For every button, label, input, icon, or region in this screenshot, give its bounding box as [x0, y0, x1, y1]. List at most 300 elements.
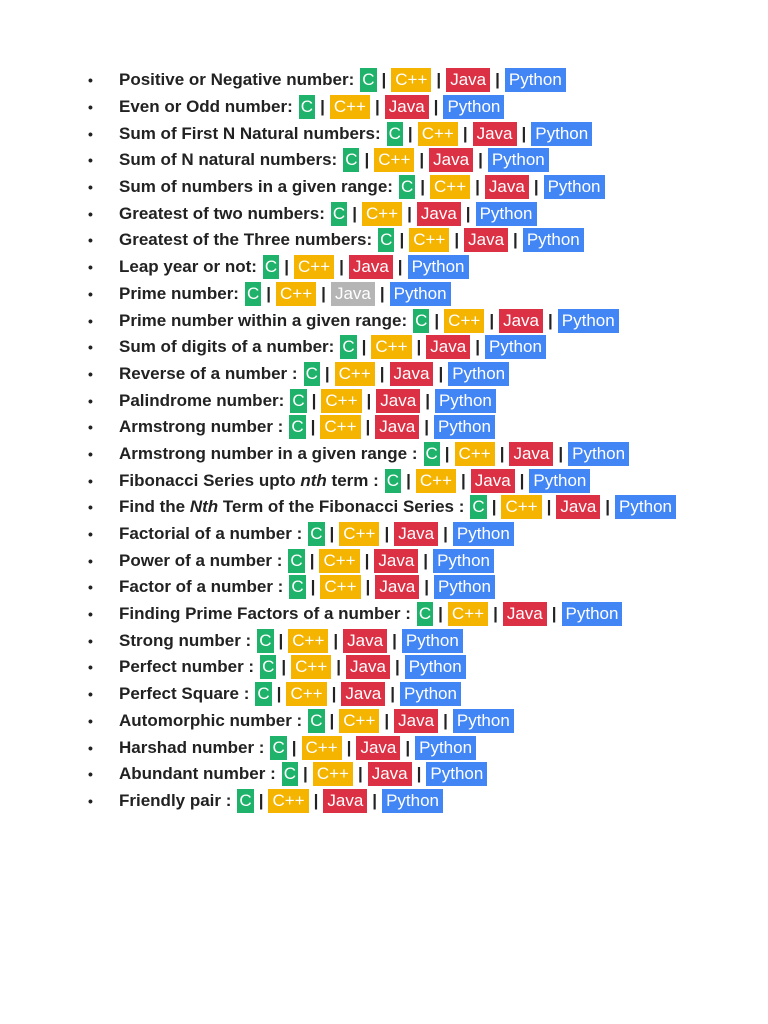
separator: |: [424, 577, 429, 597]
cpp-link[interactable]: C++: [501, 495, 541, 519]
separator: |: [420, 177, 425, 197]
program-title-part: Automorphic number :: [119, 710, 303, 730]
list-item: [88, 94, 676, 121]
program-title-part: Sum of numbers in a given range:: [119, 177, 393, 197]
bullet-icon: •: [88, 205, 93, 222]
java-link[interactable]: Java: [426, 335, 470, 359]
python-link[interactable]: Python: [453, 522, 514, 546]
list-item: [88, 627, 676, 654]
program-title: [119, 444, 418, 464]
program-title: [119, 177, 393, 197]
program-title: [119, 551, 282, 571]
java-link[interactable]: Java: [485, 175, 529, 199]
separator: |: [521, 123, 527, 143]
program-title-part: Term of the Fibonacci Series :: [218, 497, 465, 517]
program-title-part: Positive or Negative number:: [119, 70, 355, 90]
list-item: [88, 147, 676, 174]
separator: |: [339, 257, 344, 277]
python-link[interactable]: Python: [400, 682, 461, 706]
separator: |: [444, 443, 450, 463]
program-title-part: Sum of First N Natural numbers:: [119, 123, 381, 143]
python-link[interactable]: Python: [408, 255, 469, 279]
separator: |: [493, 604, 498, 624]
separator: |: [309, 550, 315, 570]
bullet-icon: •: [88, 179, 93, 196]
c-link[interactable]: C: [282, 762, 298, 786]
c-link[interactable]: C: [290, 389, 306, 413]
separator: |: [320, 97, 325, 117]
java-link[interactable]: Java: [346, 655, 390, 679]
separator: |: [361, 337, 367, 357]
separator: |: [331, 684, 337, 704]
bullet-icon: •: [88, 259, 93, 276]
separator: |: [364, 550, 370, 570]
cpp-link[interactable]: C++: [339, 522, 379, 546]
separator: |: [489, 310, 495, 330]
python-link[interactable]: Python: [426, 762, 487, 786]
java-link[interactable]: Java: [464, 228, 508, 252]
program-title: [119, 791, 231, 811]
separator: |: [425, 390, 430, 410]
program-title-part: Greatest of the Three numbers:: [119, 230, 373, 250]
program-title-part: Leap year or not:: [119, 257, 257, 277]
java-link[interactable]: Java: [509, 442, 553, 466]
program-title-part: Sum of digits of a number:: [119, 337, 335, 357]
c-link[interactable]: C: [289, 575, 305, 599]
separator: |: [333, 630, 339, 650]
separator: |: [357, 764, 363, 784]
program-title: [119, 497, 464, 517]
program-title: [119, 684, 249, 704]
java-link[interactable]: Java: [374, 549, 418, 573]
java-link[interactable]: Java: [368, 762, 412, 786]
c-link[interactable]: C: [378, 228, 394, 252]
python-link[interactable]: Python: [488, 148, 549, 172]
cpp-link[interactable]: C++: [288, 629, 328, 653]
cpp-link[interactable]: C++: [339, 709, 379, 733]
c-link[interactable]: C: [270, 736, 286, 760]
java-link[interactable]: Java: [503, 602, 547, 626]
list-item: [88, 387, 676, 414]
program-title-part: Armstrong number :: [119, 417, 284, 437]
bullet-icon: •: [88, 419, 93, 436]
program-title: [119, 364, 298, 384]
cpp-link[interactable]: C++: [320, 415, 360, 439]
cpp-link[interactable]: C++: [448, 602, 488, 626]
bullet-icon: •: [88, 152, 93, 169]
separator: |: [365, 577, 371, 597]
cpp-link[interactable]: C++: [276, 282, 316, 306]
list-item: [88, 734, 676, 761]
c-link[interactable]: C: [340, 335, 356, 359]
program-title: [119, 150, 337, 170]
separator: |: [329, 710, 335, 730]
c-link[interactable]: C: [331, 202, 347, 226]
c-link[interactable]: C: [470, 495, 486, 519]
java-link[interactable]: Java: [390, 362, 434, 386]
program-title-part: term :: [326, 470, 379, 490]
program-title: [119, 124, 381, 144]
bullet-icon: •: [88, 312, 93, 329]
python-link[interactable]: Python: [558, 309, 619, 333]
list-item: [88, 200, 676, 227]
list-item: [88, 441, 676, 468]
list-item: [88, 281, 676, 308]
separator: |: [405, 737, 411, 757]
separator: |: [519, 470, 525, 490]
list-item: [88, 681, 676, 708]
java-link[interactable]: Java: [323, 789, 367, 813]
separator: |: [266, 283, 272, 303]
c-link[interactable]: C: [260, 655, 276, 679]
separator: |: [329, 524, 335, 544]
cpp-link[interactable]: C++: [374, 148, 414, 172]
python-link[interactable]: Python: [615, 495, 676, 519]
program-title-part: Nth: [189, 497, 219, 517]
bullet-icon: •: [88, 72, 93, 89]
bullet-icon: •: [88, 125, 93, 142]
separator: |: [365, 417, 371, 437]
cpp-link[interactable]: C++: [371, 335, 411, 359]
java-link[interactable]: Java: [343, 629, 387, 653]
list-item: [88, 120, 676, 147]
list-item: [88, 67, 676, 94]
cpp-link[interactable]: C++: [291, 655, 331, 679]
program-title: [119, 257, 257, 277]
python-link[interactable]: Python: [382, 789, 443, 813]
java-link[interactable]: Java: [446, 68, 490, 92]
java-link[interactable]: Java: [331, 282, 375, 306]
separator: |: [313, 790, 319, 810]
c-link[interactable]: C: [385, 469, 401, 493]
list-item: [88, 574, 676, 601]
program-title-part: Harshad number :: [119, 737, 265, 757]
cpp-link[interactable]: C++: [416, 469, 456, 493]
separator: |: [278, 630, 284, 650]
separator: |: [384, 524, 390, 544]
python-link[interactable]: Python: [443, 95, 504, 119]
bullet-icon: •: [88, 632, 93, 649]
cpp-link[interactable]: C++: [444, 309, 484, 333]
c-link[interactable]: C: [360, 68, 376, 92]
separator: |: [390, 684, 396, 704]
separator: |: [284, 257, 289, 277]
program-title-part: Friendly pair :: [119, 790, 232, 810]
separator: |: [462, 123, 468, 143]
java-link[interactable]: Java: [349, 255, 393, 279]
separator: |: [379, 283, 385, 303]
python-link[interactable]: Python: [434, 575, 495, 599]
python-link[interactable]: Python: [435, 389, 496, 413]
python-link[interactable]: Python: [505, 68, 566, 92]
program-title-part: Reverse of a number :: [119, 363, 298, 383]
program-list: [88, 67, 676, 814]
separator: |: [397, 257, 403, 277]
separator: |: [454, 230, 460, 250]
program-title-part: Palindrome number:: [119, 390, 285, 410]
cpp-link[interactable]: C++: [330, 95, 370, 119]
separator: |: [475, 177, 480, 197]
python-link[interactable]: Python: [485, 335, 546, 359]
c-link[interactable]: C: [399, 175, 415, 199]
python-link[interactable]: Python: [531, 122, 592, 146]
java-link[interactable]: Java: [499, 309, 543, 333]
separator: |: [491, 497, 497, 517]
list-item: [88, 227, 676, 254]
c-link[interactable]: C: [255, 682, 271, 706]
program-title: [119, 230, 372, 250]
bullet-icon: •: [88, 392, 93, 409]
cpp-link[interactable]: C++: [362, 202, 402, 226]
list-item: [88, 547, 676, 574]
separator: |: [423, 550, 429, 570]
program-title-part: Greatest of two numbers:: [119, 203, 325, 223]
program-title-part: Factor of a number :: [119, 577, 284, 597]
separator: |: [434, 310, 440, 330]
c-link[interactable]: C: [237, 789, 253, 813]
separator: |: [379, 363, 385, 383]
separator: |: [384, 710, 390, 730]
c-link[interactable]: C: [387, 122, 403, 146]
c-link[interactable]: C: [343, 148, 359, 172]
program-title: [119, 738, 264, 758]
c-link[interactable]: C: [308, 709, 324, 733]
c-link[interactable]: C: [245, 282, 261, 306]
separator: |: [324, 363, 330, 383]
c-link[interactable]: C: [288, 549, 304, 573]
separator: |: [558, 443, 564, 463]
separator: |: [392, 630, 397, 650]
separator: |: [311, 390, 317, 410]
bullet-icon: •: [88, 606, 93, 623]
separator: |: [276, 684, 282, 704]
separator: |: [605, 497, 611, 517]
java-link[interactable]: Java: [429, 148, 473, 172]
program-title-part: Prime number within a given range:: [119, 310, 408, 330]
list-item: [88, 307, 676, 334]
java-link[interactable]: Java: [556, 495, 600, 519]
cpp-link[interactable]: C++: [418, 122, 458, 146]
list-item: [88, 521, 676, 548]
program-title-part: Finding Prime Factors of a number :: [119, 604, 411, 624]
bullet-icon: •: [88, 579, 93, 596]
separator: |: [336, 657, 342, 677]
program-title: [119, 311, 407, 331]
java-link[interactable]: Java: [385, 95, 429, 119]
separator: |: [443, 524, 448, 544]
separator: |: [460, 470, 466, 490]
separator: |: [364, 150, 370, 170]
separator: |: [346, 737, 352, 757]
cpp-link[interactable]: C++: [294, 255, 334, 279]
python-link[interactable]: Python: [448, 362, 509, 386]
separator: |: [551, 604, 557, 624]
list-item: [88, 254, 676, 281]
separator: |: [533, 177, 539, 197]
list-item: [88, 788, 676, 815]
bullet-icon: •: [88, 766, 93, 783]
program-title-part: Sum of N natural numbers:: [119, 150, 338, 170]
bullet-icon: •: [88, 285, 93, 302]
c-link[interactable]: C: [417, 602, 433, 626]
python-link[interactable]: Python: [544, 175, 605, 199]
separator: |: [513, 230, 518, 250]
list-item: [88, 654, 676, 681]
separator: |: [303, 764, 308, 784]
separator: |: [438, 604, 443, 624]
c-link[interactable]: C: [424, 442, 440, 466]
separator: |: [407, 123, 413, 143]
separator: |: [478, 150, 483, 170]
separator: |: [399, 230, 405, 250]
separator: |: [406, 470, 411, 490]
program-title-part: Fibonacci Series upto: [119, 470, 301, 490]
program-title-part: Strong number :: [119, 630, 252, 650]
program-title: [119, 417, 283, 437]
separator: |: [407, 203, 412, 223]
cpp-link[interactable]: C++: [319, 549, 359, 573]
list-item: [88, 174, 676, 201]
cpp-link[interactable]: C++: [268, 789, 308, 813]
python-link[interactable]: Python: [568, 442, 629, 466]
python-link[interactable]: Python: [476, 202, 537, 226]
python-link[interactable]: Python: [390, 282, 451, 306]
separator: |: [475, 337, 480, 357]
python-link[interactable]: Python: [415, 736, 476, 760]
separator: |: [416, 337, 422, 357]
program-title: [119, 70, 354, 90]
cpp-link[interactable]: C++: [286, 682, 326, 706]
cpp-link[interactable]: C++: [430, 175, 470, 199]
program-title: [119, 524, 302, 544]
bullet-icon: •: [88, 499, 93, 516]
program-title-part: Perfect Square :: [119, 684, 250, 704]
python-link[interactable]: Python: [453, 709, 514, 733]
separator: |: [465, 203, 471, 223]
c-link[interactable]: C: [413, 309, 429, 333]
bullet-icon: •: [88, 739, 93, 756]
bullet-icon: •: [88, 365, 93, 382]
bullet-icon: •: [88, 232, 93, 249]
cpp-link[interactable]: C++: [455, 442, 495, 466]
program-title: [119, 657, 254, 677]
cpp-link[interactable]: C++: [320, 575, 360, 599]
separator: |: [433, 97, 439, 117]
cpp-link[interactable]: C++: [313, 762, 353, 786]
python-link[interactable]: Python: [402, 629, 463, 653]
java-link[interactable]: Java: [356, 736, 400, 760]
program-title: [119, 631, 251, 651]
c-link[interactable]: C: [299, 95, 315, 119]
java-link[interactable]: Java: [394, 522, 438, 546]
python-link[interactable]: Python: [529, 469, 590, 493]
separator: |: [546, 497, 552, 517]
cpp-link[interactable]: C++: [409, 228, 449, 252]
separator: |: [366, 390, 372, 410]
cpp-link[interactable]: C++: [302, 736, 342, 760]
java-link[interactable]: Java: [471, 469, 515, 493]
program-title-part: Perfect number :: [119, 657, 255, 677]
separator: |: [321, 283, 326, 303]
separator: |: [381, 70, 387, 90]
cpp-link[interactable]: C++: [321, 389, 361, 413]
program-title: [119, 471, 379, 491]
program-title-part: Power of a number :: [119, 550, 283, 570]
separator: |: [394, 657, 400, 677]
c-link[interactable]: C: [257, 629, 273, 653]
separator: |: [424, 417, 429, 437]
cpp-link[interactable]: C++: [391, 68, 431, 92]
python-link[interactable]: Python: [434, 415, 495, 439]
java-link[interactable]: Java: [394, 709, 438, 733]
list-item: [88, 601, 676, 628]
bullet-icon: •: [88, 552, 93, 569]
program-title-part: nth: [300, 470, 327, 490]
list-item: [88, 361, 676, 388]
separator: |: [310, 577, 316, 597]
python-link[interactable]: Python: [523, 228, 584, 252]
bullet-icon: •: [88, 445, 93, 462]
separator: |: [548, 310, 553, 330]
program-title-part: Find the: [119, 497, 190, 517]
separator: |: [374, 97, 380, 117]
java-link[interactable]: Java: [341, 682, 385, 706]
separator: |: [438, 363, 444, 383]
list-item: [88, 414, 676, 441]
program-title: [119, 764, 276, 784]
program-title: [119, 204, 325, 224]
java-link[interactable]: Java: [376, 389, 420, 413]
python-link[interactable]: Python: [405, 655, 466, 679]
bullet-icon: •: [88, 99, 93, 116]
program-title-part: Prime number:: [119, 283, 239, 303]
separator: |: [352, 203, 357, 223]
java-link[interactable]: Java: [375, 575, 419, 599]
program-title: [119, 711, 302, 731]
python-link[interactable]: Python: [562, 602, 623, 626]
separator: |: [495, 70, 500, 90]
separator: |: [443, 710, 448, 730]
program-title: [119, 391, 284, 411]
separator: |: [499, 443, 505, 463]
separator: |: [258, 790, 264, 810]
c-link[interactable]: C: [263, 255, 279, 279]
bullet-icon: •: [88, 472, 93, 489]
list-item: [88, 761, 676, 788]
list-item: [88, 708, 676, 735]
list-item: [88, 467, 676, 494]
bullet-icon: •: [88, 526, 93, 543]
java-link[interactable]: Java: [375, 415, 419, 439]
bullet-icon: •: [88, 339, 93, 356]
java-link[interactable]: Java: [417, 202, 461, 226]
java-link[interactable]: Java: [473, 122, 517, 146]
separator: |: [281, 657, 287, 677]
program-title-part: Even or Odd number:: [119, 97, 293, 117]
program-title: [119, 97, 293, 117]
c-link[interactable]: C: [304, 362, 320, 386]
c-link[interactable]: C: [308, 522, 324, 546]
python-link[interactable]: Python: [433, 549, 494, 573]
program-title: [119, 577, 283, 597]
bullet-icon: •: [88, 659, 93, 676]
bullet-icon: •: [88, 686, 93, 703]
list-item: [88, 334, 676, 361]
separator: |: [436, 70, 442, 90]
cpp-link[interactable]: C++: [335, 362, 375, 386]
c-link[interactable]: C: [289, 415, 305, 439]
program-title-part: Factorial of a number :: [119, 524, 303, 544]
